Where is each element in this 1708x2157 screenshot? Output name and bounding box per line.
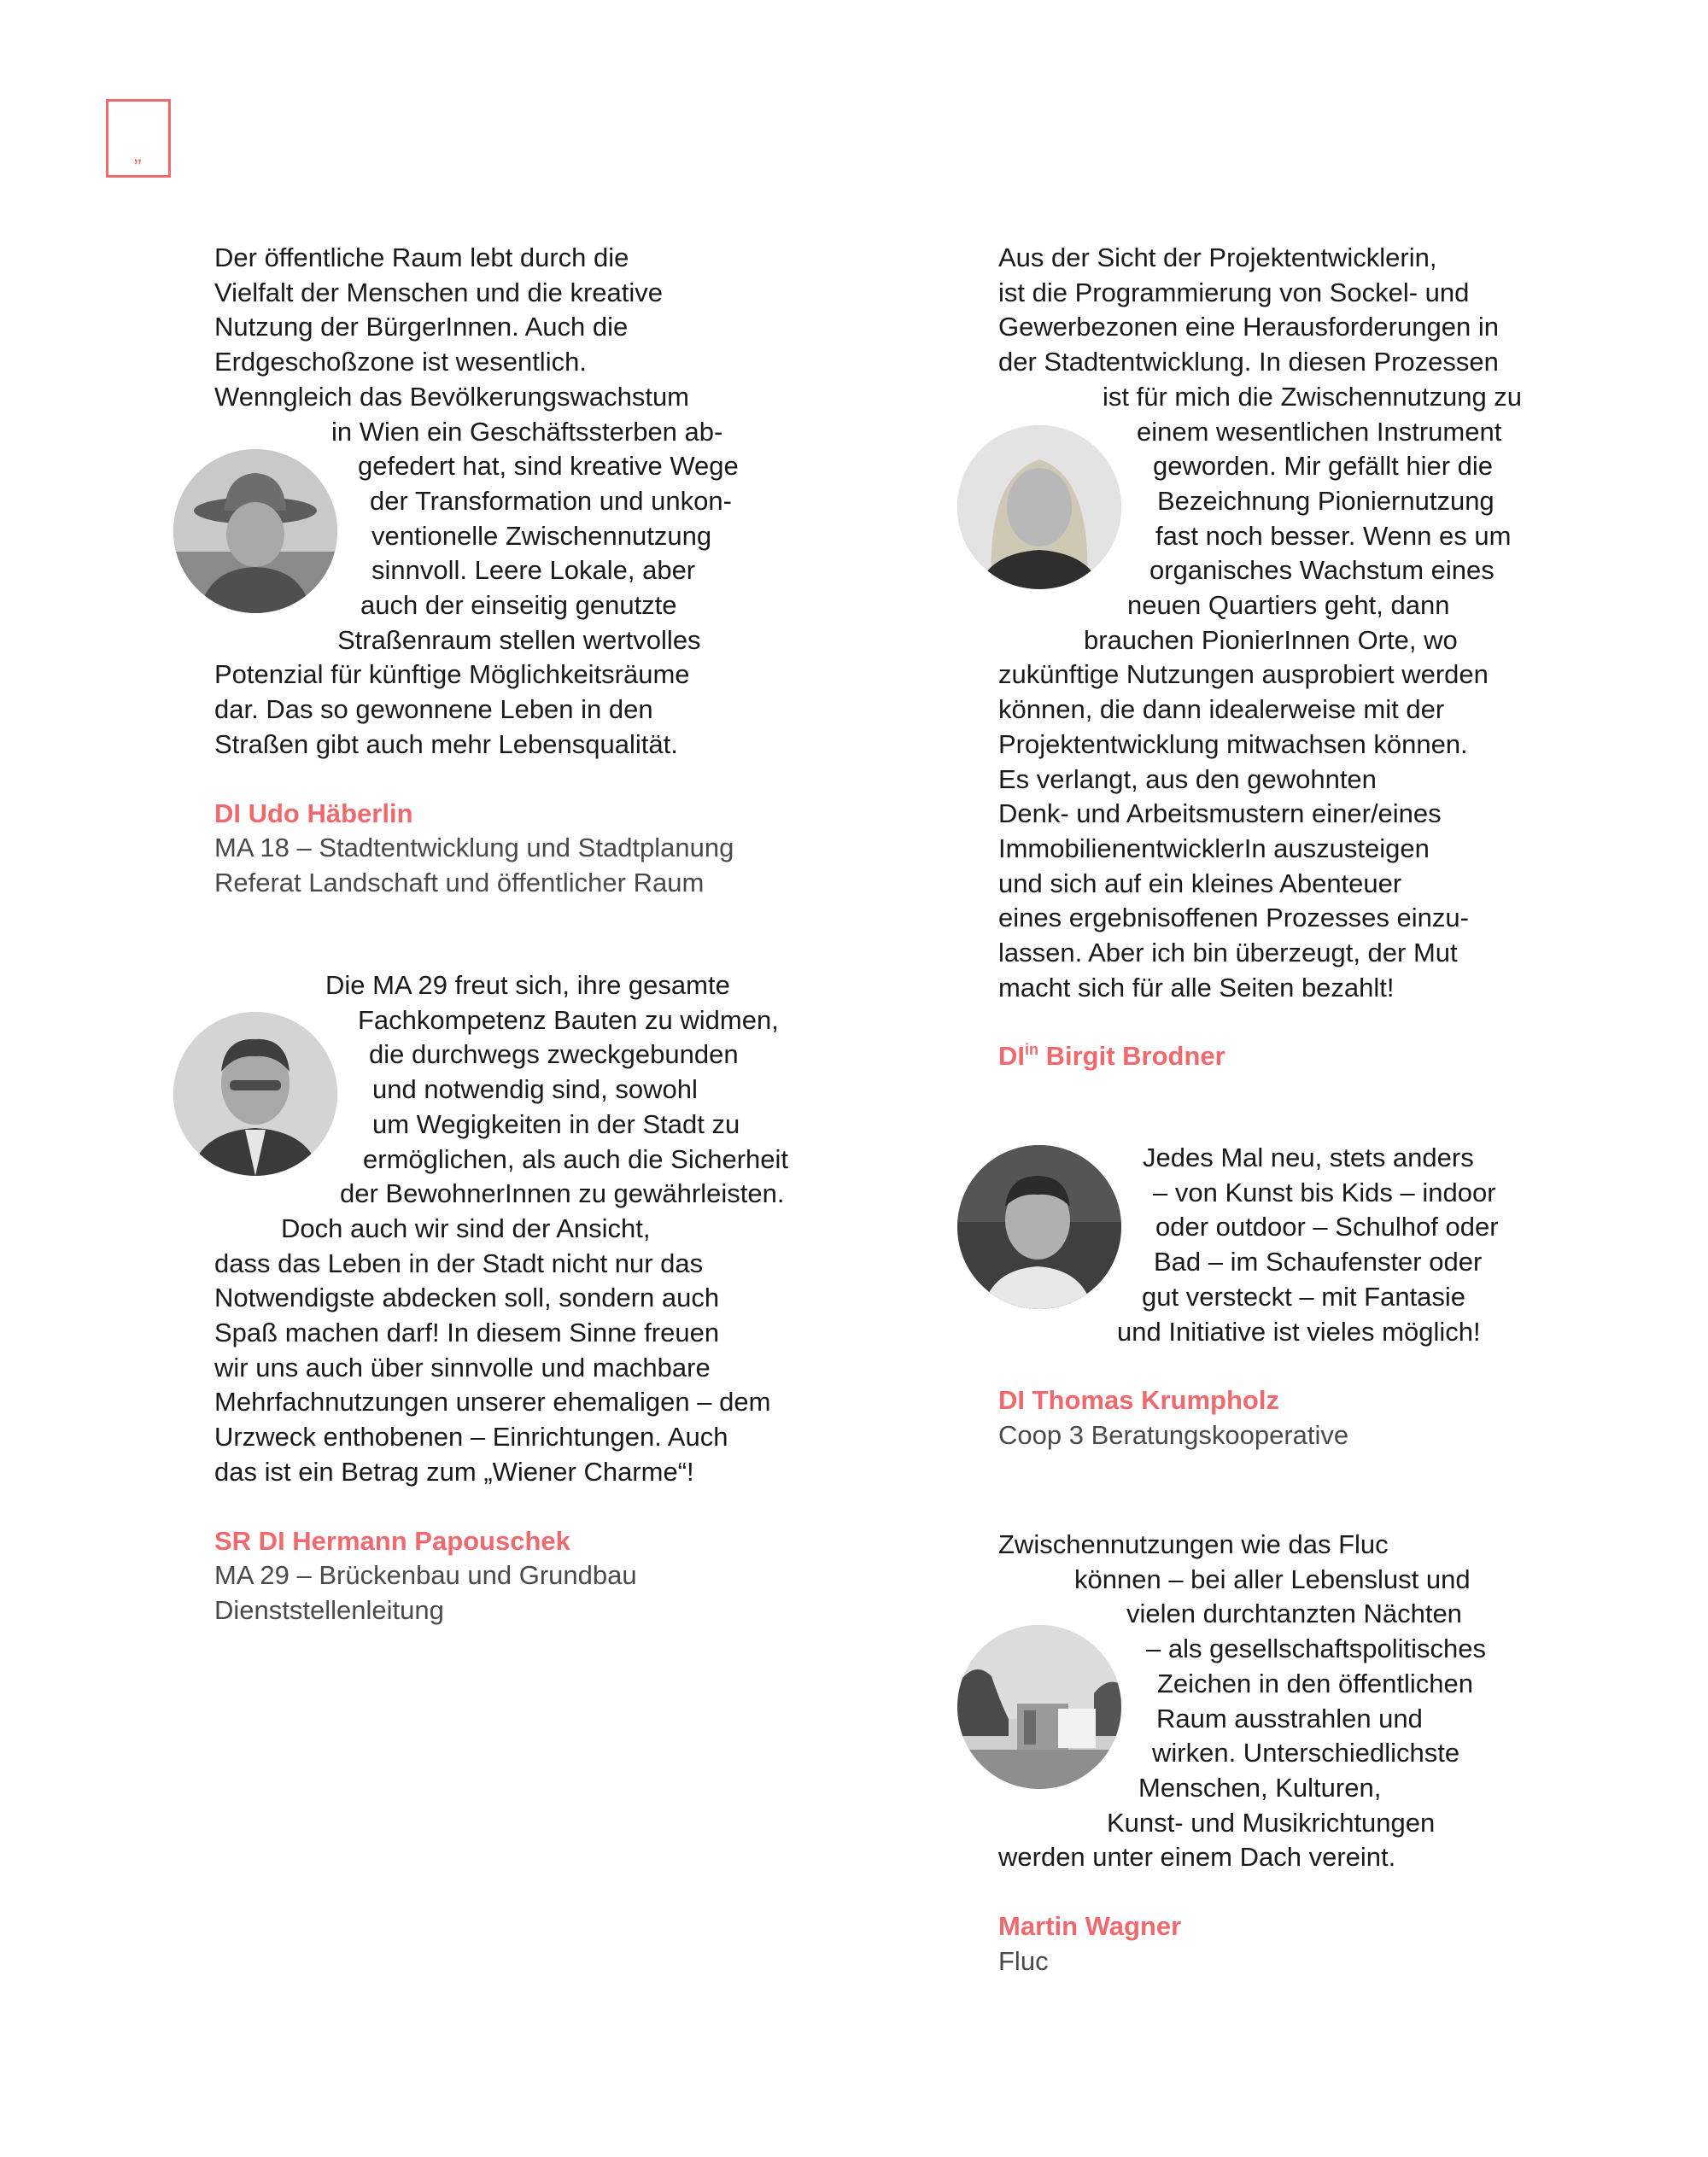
quote-birgit-brodner: [998, 241, 1647, 1074]
quote-hermann-papouschek: [214, 968, 863, 1628]
quote-text: [998, 1528, 1647, 1875]
quote-line: vielen durchtanzten Nächten: [1126, 1599, 1462, 1629]
quote-line: und notwendig sind, sowohl: [372, 1074, 698, 1105]
quote-line: Spaß machen darf! In diesem Sinne freuen: [214, 1318, 720, 1348]
quote-text: [214, 968, 863, 1490]
author-role: Referat Landschaft und öffentlicher Raum: [214, 867, 705, 897]
quote-line: werden unter einem Dach vereint.: [998, 1842, 1396, 1873]
quote-line: organisches Wachstum eines: [1149, 555, 1494, 586]
quote-thomas-krumpholz: [998, 1141, 1647, 1453]
quote-line: lassen. Aber ich bin überzeugt, der Mut: [998, 938, 1458, 968]
quote-line: ist für mich die Zwischennutzung zu: [1103, 381, 1523, 412]
quote-line: der BewohnerInnen zu gewährleisten.: [340, 1178, 785, 1209]
author-role: Dienststellenleitung: [214, 1594, 444, 1625]
quote-author: [998, 1039, 1647, 1074]
quote-line: und Initiative ist vieles möglich!: [1117, 1316, 1481, 1347]
quote-line: einem wesentlichen Instrument: [1137, 416, 1502, 447]
quote-mark-icon: „: [134, 141, 142, 167]
quote-line: Es verlangt, aus den gewohnten: [998, 763, 1377, 794]
quote-line: Der öffentliche Raum lebt durch die: [214, 243, 629, 272]
quote-line: um Wegigkeiten in der Stadt zu: [372, 1108, 740, 1139]
quote-text: [214, 241, 863, 763]
author-name: DI Thomas Krumpholz: [998, 1385, 1279, 1416]
quote-line: die durchwegs zweckgebunden: [369, 1039, 739, 1070]
quote-line: Urzweck enthobenen – Einrichtungen. Auch: [214, 1422, 728, 1453]
quote-line: brauchen PionierInnen Orte, wo: [1084, 624, 1458, 655]
quote-line: Fachkompetenz Bauten zu widmen,: [358, 1004, 779, 1035]
page-quote-marker: [106, 99, 171, 178]
quote-line: in Wien ein Geschäftssterben ab-: [331, 416, 723, 447]
quote-line: können – bei aller Lebenslust und: [1074, 1564, 1471, 1594]
author-role: Fluc: [998, 1945, 1049, 1976]
quote-line: eines ergebnisoffenen Prozesses einzu-: [998, 903, 1469, 933]
quote-line: ermöglichen, als auch die Sicherheit: [363, 1143, 788, 1174]
quote-line: dass das Leben in der Stadt nicht nur das: [214, 1248, 704, 1278]
quote-line: Jedes Mal neu, stets anders: [1143, 1143, 1474, 1172]
author-name-rest: Birgit Brodner: [1038, 1041, 1225, 1072]
quote-line: Mehrfachnutzungen unserer ehemaligen – dem: [214, 1387, 771, 1418]
quote-line: Denk- und Arbeitsmustern einer/eines: [998, 798, 1442, 829]
quote-line: – als gesellschaftspolitisches: [1146, 1634, 1487, 1664]
quote-line: der Stadtentwicklung. In diesen Prozessen: [998, 347, 1499, 377]
author-name: SR DI Hermann Papouschek: [214, 1525, 570, 1556]
quote-line: Gewerbezonen eine Herausforderungen in: [998, 312, 1499, 342]
quote-line: Nutzung der BürgerInnen. Auch die: [214, 312, 629, 342]
quote-line: dar. Das so gewonnene Leben in den: [214, 694, 653, 725]
author-name-suffix: in: [1025, 1041, 1038, 1059]
quote-line: wir uns auch über sinnvolle und machbare: [214, 1352, 711, 1382]
quote-line: Bezeichnung Pioniernutzung: [1157, 485, 1494, 516]
quote-line: Aus der Sicht der Projektentwicklerin,: [998, 243, 1437, 272]
quote-line: gefedert hat, sind kreative Wege: [358, 451, 739, 482]
quote-line: Zwischennutzungen wie das Fluc: [998, 1529, 1389, 1559]
quote-text: [998, 1141, 1647, 1349]
quote-line: können, die dann idealerweise mit der: [998, 694, 1445, 725]
quote-line: ventionelle Zwischennutzung: [371, 520, 712, 551]
author-role: Coop 3 Beratungskooperative: [998, 1419, 1349, 1450]
author-name: DI Udo Häberlin: [214, 798, 413, 828]
quote-line: Vielfalt der Menschen und die kreative: [214, 277, 664, 307]
quote-udo-haeberlin: [214, 241, 863, 901]
quote-line: Wenngleich das Bevölkerungswachstum: [214, 381, 690, 412]
quote-line: ImmobilienentwicklerIn auszusteigen: [998, 833, 1430, 863]
quote-author: [998, 1909, 1647, 1979]
quote-text: [998, 241, 1647, 1005]
quote-line: Zeichen in den öffentlichen: [1157, 1668, 1473, 1698]
quote-line: ist die Programmierung von Sockel- und: [998, 277, 1470, 307]
quote-line: Potenzial für künftige Möglichkeitsräume: [214, 659, 690, 690]
quote-line: geworden. Mir gefällt hier die: [1153, 451, 1494, 482]
quote-line: Raum ausstrahlen und: [1156, 1703, 1423, 1733]
quote-line: macht sich für alle Seiten bezahlt!: [998, 972, 1395, 1003]
quote-line: das ist ein Betrag zum „Wiener Charme“!: [214, 1456, 694, 1487]
quote-author: [998, 1383, 1647, 1453]
quote-line: Erdgeschoßzone ist wesentlich.: [214, 347, 587, 377]
quote-line: Kunst- und Musikrichtungen: [1107, 1807, 1436, 1838]
quote-line: Straßenraum stellen wertvolles: [337, 624, 701, 655]
quote-line: auch der einseitig genutzte: [360, 590, 677, 621]
quote-martin-wagner: [998, 1528, 1647, 1979]
quote-line: Die MA 29 freut sich, ihre gesamte: [325, 970, 730, 1000]
quote-line: zukünftige Nutzungen ausprobiert werden: [998, 659, 1489, 690]
quote-line: Notwendigste abdecken soll, sondern auch: [214, 1283, 720, 1313]
quote-author: [214, 797, 863, 901]
quote-author: [214, 1524, 863, 1628]
quote-line: oder outdoor – Schulhof oder: [1155, 1212, 1499, 1242]
author-name: [998, 1039, 1647, 1074]
quote-line: sinnvoll. Leere Lokale, aber: [371, 555, 696, 586]
quote-line: Straßen gibt auch mehr Lebensqualität.: [214, 728, 678, 759]
quote-line: Menschen, Kulturen,: [1138, 1772, 1382, 1803]
quote-line: Projektentwicklung mitwachsen können.: [998, 728, 1468, 759]
quote-line: der Transformation und unkon-: [370, 485, 732, 516]
quote-line: – von Kunst bis Kids – indoor: [1153, 1177, 1496, 1207]
quote-line: Doch auch wir sind der Ansicht,: [281, 1213, 651, 1243]
quote-line: und sich auf ein kleines Abenteuer: [998, 868, 1402, 898]
author-name: Martin Wagner: [998, 1911, 1182, 1942]
author-role: MA 18 – Stadtentwicklung und Stadtplanung: [214, 833, 734, 863]
quote-line: wirken. Unterschiedlichste: [1152, 1738, 1460, 1768]
author-name-prefix: DI: [998, 1041, 1025, 1072]
quote-line: neuen Quartiers geht, dann: [1127, 590, 1450, 621]
quote-line: gut versteckt – mit Fantasie: [1142, 1281, 1466, 1312]
quote-line: fast noch besser. Wenn es um: [1155, 520, 1512, 551]
quote-line: Bad – im Schaufenster oder: [1154, 1247, 1483, 1277]
author-role: MA 29 – Brückenbau und Grundbau: [214, 1560, 637, 1591]
